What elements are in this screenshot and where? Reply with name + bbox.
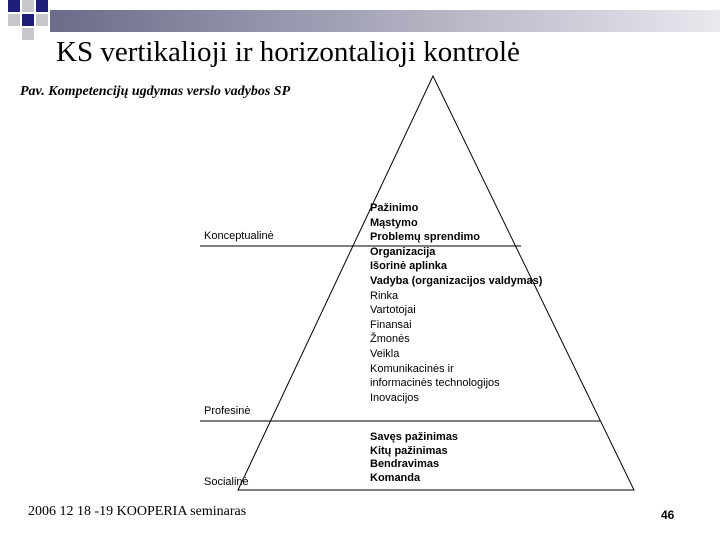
competency-list-social — [370, 431, 458, 485]
competency-item: Pažinimo — [370, 202, 419, 214]
competency-item: Finansai — [370, 318, 412, 331]
competency-item: Išorinė aplinka — [370, 260, 448, 273]
slide-title: KS vertikalioji ir horizontalioji kontrolė — [56, 36, 520, 68]
competency-list-upper — [370, 201, 542, 405]
level-label-professional: Profesinė — [204, 405, 251, 417]
footer-text: 2006 12 18 -19 KOOPERIA seminaras — [28, 504, 247, 519]
slide-subtitle: Pav. Kompetencijų ugdymas verslo vadybos SP — [20, 84, 291, 99]
competency-item: Inovacijos — [370, 391, 419, 404]
competency-item: Mąstymo — [370, 216, 418, 229]
competency-item: Organizacija — [370, 245, 436, 258]
level-label-social: Socialinė — [204, 476, 249, 488]
competency-item: Rinka — [370, 289, 399, 302]
competency-item: informacinės technologijos — [370, 377, 500, 390]
competency-item: Komanda — [370, 471, 421, 484]
competency-item: Vadyba (organizacijos valdymas) — [370, 274, 543, 287]
page-number: 46 — [661, 508, 675, 522]
competency-item: Veikla — [370, 347, 400, 360]
competency-item: Bendravimas — [370, 458, 440, 471]
competency-item: Savęs pažinimas — [370, 431, 459, 443]
competency-item: Problemų sprendimo — [370, 231, 481, 244]
competency-item: Kitų pažinimas — [370, 444, 448, 457]
competency-item: Vartotojai — [370, 304, 416, 317]
competency-item: Komunikacinės ir — [370, 362, 454, 375]
competency-item: Žmonės — [370, 333, 410, 346]
level-label-conceptual: Konceptualinė — [204, 230, 274, 242]
